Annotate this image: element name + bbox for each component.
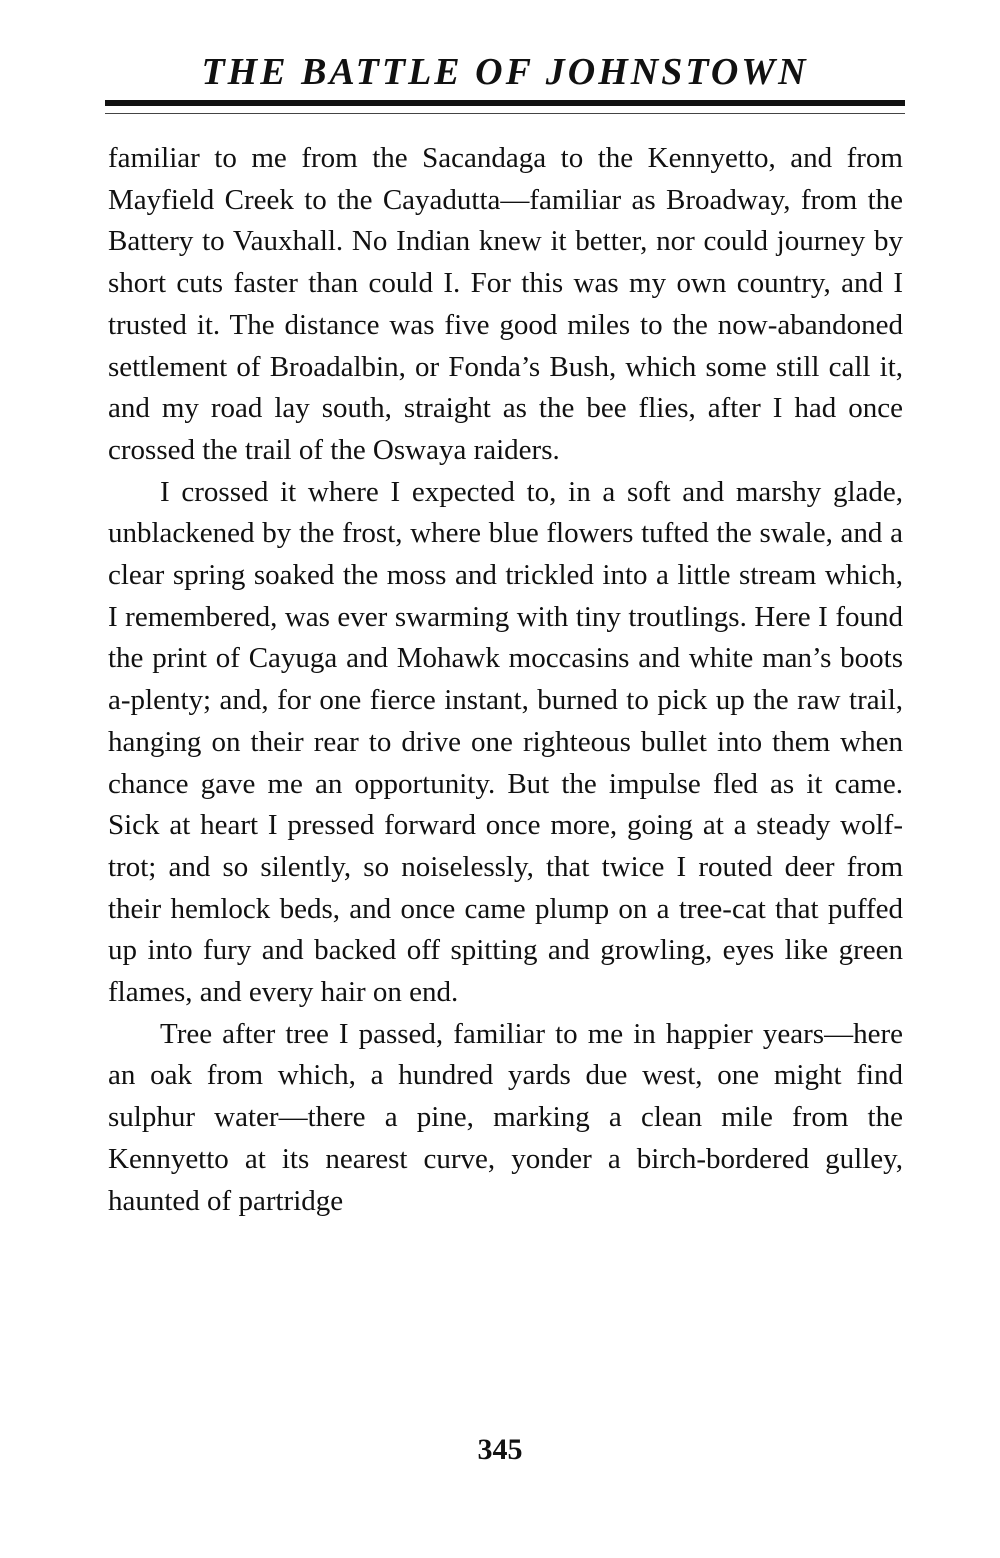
paragraph-continued: familiar to me from the Sacandaga to the Kennyetto, and from Mayfield Creek to the Cayadutta—familiar as Broadway, from the Battery to Vauxhall. No Indian knew it better, nor could journey by short cuts faster than could I. For this was my own country, and I trusted it. The distance was five good miles to the now-abandoned settlement of Broadalbin, or Fonda’s Bush, which some still call it, and my road lay south, straight as the bee flies, after I had once crossed the trail of the Oswaya raiders. (108, 142, 903, 466)
paragraph: I crossed it where I expected to, in a soft and marshy glade, unblackened by the frost, where blue flowers tufted the swale, and a clear spring soaked the moss and trickled into a little stream which, I remembered, was ever swarming with tiny troutlings. Here I found the print of Cayuga and Mohawk moccasins and white man’s boots a-plenty; and, for one fierce instant, burned to pick up the raw trail, hanging on their rear to drive one righteous bullet into them when chance gave me an opportunity. But the impulse fled as it came. Sick at heart I pressed forward once more, going at a steady wolf-trot; and so silently, so noiselessly, that twice I routed deer from their hemlock beds, and once came plump on a tree-cat that puffed up into fury and backed off spitting and growling, eyes like green flames, and every hair on end. (108, 475, 903, 1009)
paragraph: Tree after tree I passed, familiar to me in happier years—here an oak from which, a hundred yards due west, one might find sulphur water—there a pine, marking a clean mile from the Kennyetto at its nearest curve, yonder a birch-bordered gulley, haunted of partridge (108, 1017, 903, 1217)
header-rule-thick (105, 100, 905, 106)
page-number: 345 (477, 1433, 523, 1466)
running-head: THE BATTLE OF JOHNSTOWN (201, 51, 809, 93)
body-text (108, 138, 903, 1222)
header-rule-thin (105, 113, 905, 114)
